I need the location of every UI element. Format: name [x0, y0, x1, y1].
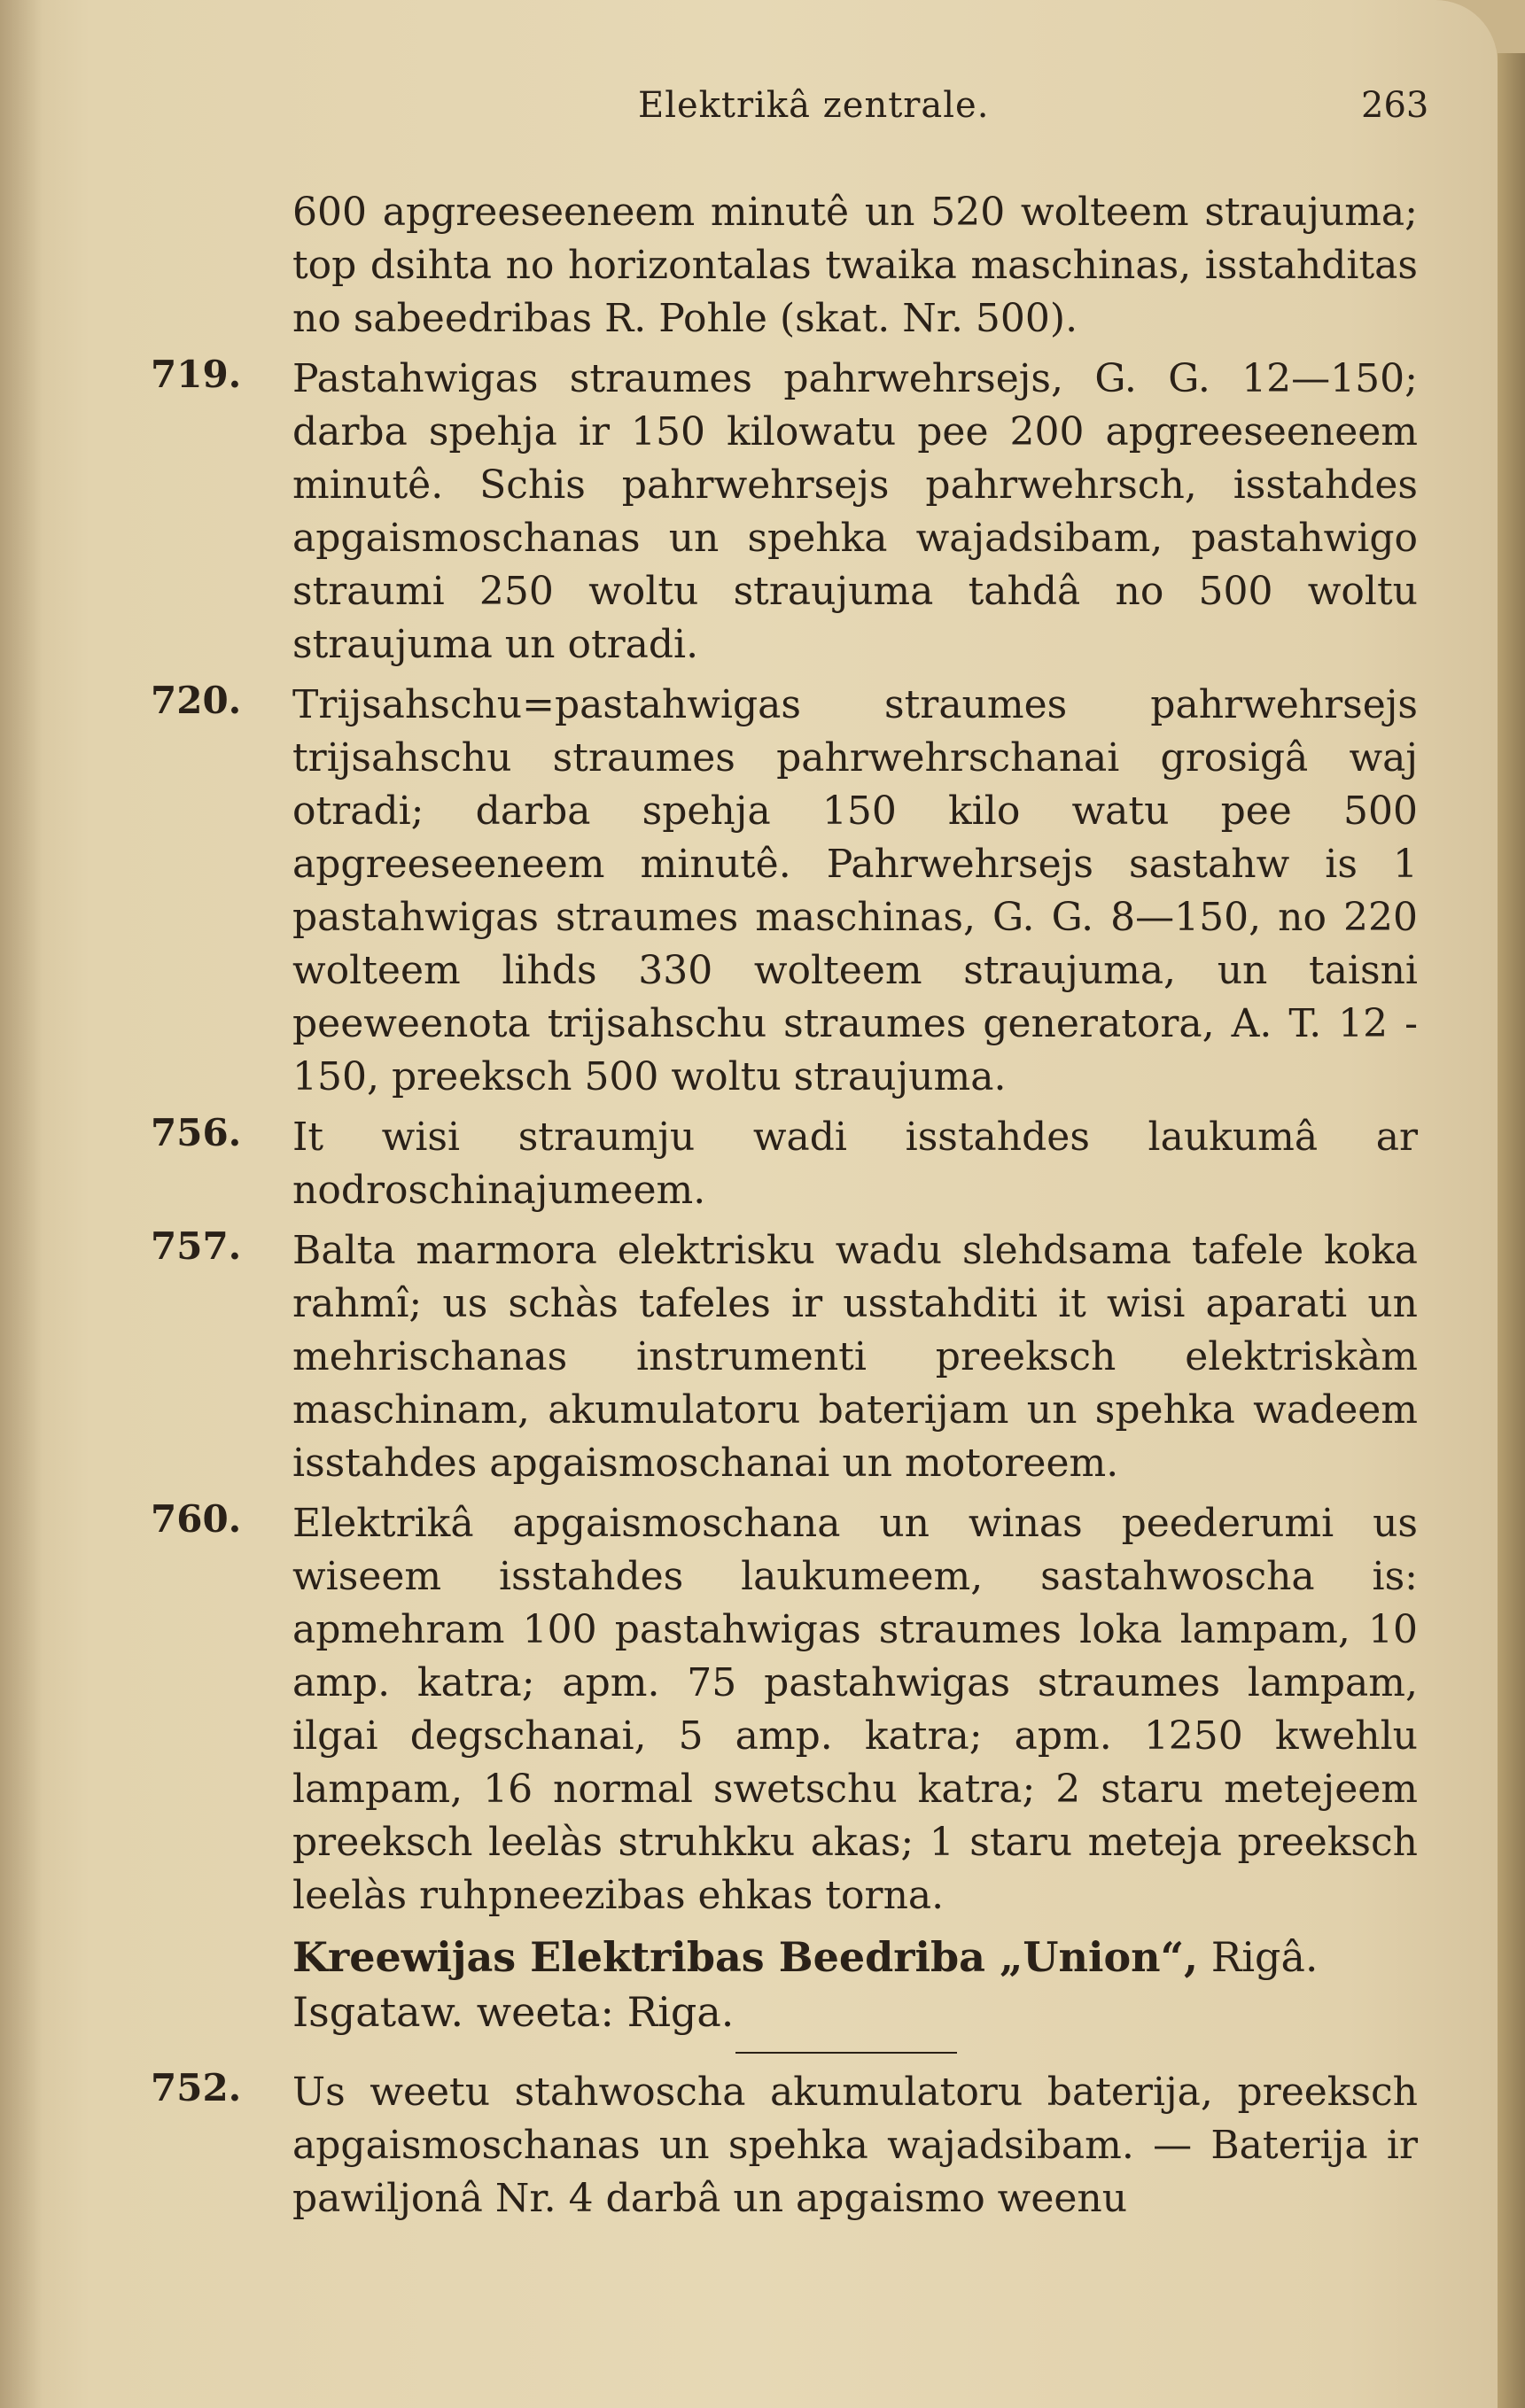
running-head [0, 85, 1498, 138]
section-divider [735, 2052, 957, 2054]
entry-number: 720. [151, 679, 242, 722]
entry-number: 752. [151, 2066, 242, 2109]
entry-text: Balta marmora elektrisku wadu slehdsama tafele koka rahmî; us schàs tafeles ir usstahditi it wisi aparati un mehrischanas instrumenti preeksch elektriskàm maschinam, akumulatoru baterijam un spehka wadeem isstahdes apgaismoschanai un motoreem. [292, 1228, 1418, 1486]
entry-text: Trijsahschu=pastahwigas straumes pahrwehrsejs trijsahschu straumes pahrwehrschanai grosigâ waj otradi; darba spehja 150 kilo watu pee 500 apgreeseeneem minutê. Pahrwehrsejs sastahw is 1 pastahwigas straumes maschinas, G. G. 8—150, no 220 wolteem lihds 330 wolteem straujuma, un taisni peeweenota trijsahschu straumes generatora, A. T. 12 - 150, preeksch 500 woltu straujuma. [292, 682, 1418, 1099]
catalog-entry [151, 1224, 1418, 1490]
intro-text: 600 apgreeseeneem minutê un 520 wolteem straujuma; top dsihta no horizontalas twaika maschinas, isstahditas no sabeedribas R. Pohle (skat. Nr. 500). [292, 190, 1418, 341]
catalog-entry [151, 353, 1418, 672]
catalog-entry [151, 2066, 1418, 2225]
exhibit-location: Isgataw. weeta: Riga. [292, 1988, 735, 2036]
entry-text: Pastahwigas straumes pahrwehrsejs, G. G. 12—150; darba spehja ir 150 kilowatu pee 200 apgreeseeneem minutê. Schis pahrwehrsejs pahrwehrsch, isstahdes apgaismoschanas un spehka wajadsibam, pastahwigo straumi 250 woltu straujuma tahdâ no 500 woltu straujuma un otradi. [292, 356, 1418, 667]
company-heading [292, 1930, 1418, 2039]
entry-number: 757. [151, 1224, 242, 1268]
entry-number: 756. [151, 1111, 242, 1154]
catalog-entry [151, 679, 1418, 1104]
running-head-title: Elektrikâ zentrale. [638, 85, 990, 126]
page-binding-shadow [0, 0, 43, 2408]
entry-text: Elektrikâ apgaismoschana un winas peederumi us wiseem isstahdes laukumeem, sastahwoscha is: apmehram 100 pastahwigas straumes loka lampam, 10 amp. katra; apm. 75 pastahwigas straumes lampam, ilgai degschanai, 5 amp. katra; apm. 1250 kwehlu lampam, 16 normal swetschu katra; 2 staru metejeem preeksch leelàs struhkku akas; 1 staru meteja preeksch leelàs ruhpneezibas ehkas torna. [292, 1501, 1418, 1918]
page-number: 263 [1361, 85, 1429, 126]
entry-text: Us weetu stahwoscha akumulatoru baterija, preeksch apgaismoschanas un spehka wajadsibam. — Baterija ir pawiljonâ Nr. 4 darbâ un apgaismo weenu [292, 2070, 1418, 2221]
page-content [151, 186, 1418, 2233]
entry-number: 719. [151, 353, 242, 396]
catalog-entry [151, 1497, 1418, 1923]
entry-text: It wisi straumju wadi isstahdes laukumâ ar nodroschinajumeem. [292, 1115, 1418, 1213]
intro-paragraph [160, 186, 1418, 346]
catalog-entry [151, 1111, 1418, 1217]
company-name: Kreewijas Elektribas Beedriba „Union“, [292, 1933, 1199, 1981]
company-city: Rigâ. [1210, 1933, 1319, 1981]
entry-number: 760. [151, 1497, 242, 1541]
page-edge [1498, 53, 1525, 2408]
